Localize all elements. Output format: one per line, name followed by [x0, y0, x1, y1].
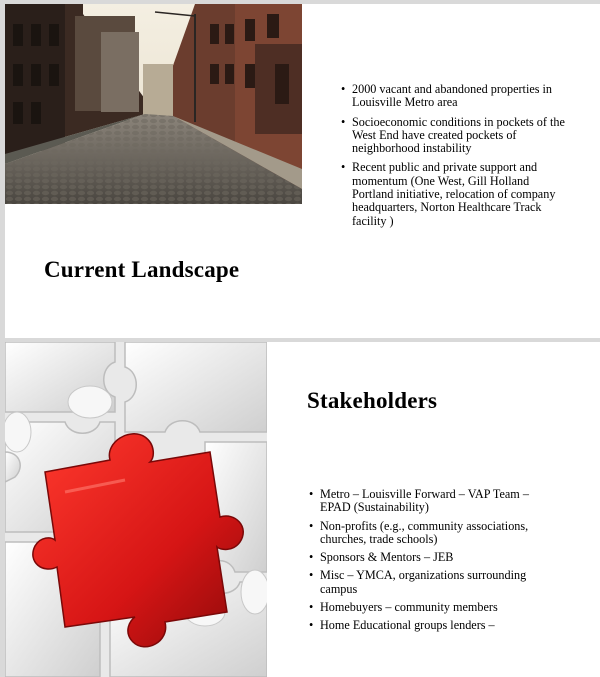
bullet-item: • Home Educational groups lenders – — [309, 619, 549, 632]
bullet-item: • Homebuyers – community members — [309, 601, 549, 614]
bullet-item: • Misc – YMCA, organizations surrounding campus — [309, 569, 549, 596]
bullet-item: • Non-profits (e.g., community associations, churches, trade schools) — [309, 520, 549, 547]
landscape-bullet-list — [341, 83, 571, 234]
stakeholders-bullet-list — [309, 488, 549, 638]
bullet-item: • Metro – Louisville Forward – VAP Team – EPAD (Sustainability) — [309, 488, 549, 515]
slide-title: Stakeholders — [307, 388, 438, 413]
bullet-item: • Sponsors & Mentors – JEB — [309, 551, 549, 564]
slide-title: Current Landscape — [44, 257, 240, 282]
slide-current-landscape — [5, 4, 600, 338]
bullet-item: • Socioeconomic conditions in pockets of the West End have created pockets of neighborhood instability — [341, 116, 571, 156]
puzzle-pieces-photo — [5, 342, 267, 677]
cobblestone-street-photo — [5, 4, 302, 204]
slide-stakeholders — [5, 342, 600, 677]
bullet-item: • 2000 vacant and abandoned properties in Louisville Metro area — [341, 83, 571, 110]
bullet-item: • Recent public and private support and momentum (One West, Gill Holland Portland initiative, relocation of company headquarters, Norton Healthcare Track facility ) — [341, 161, 571, 227]
